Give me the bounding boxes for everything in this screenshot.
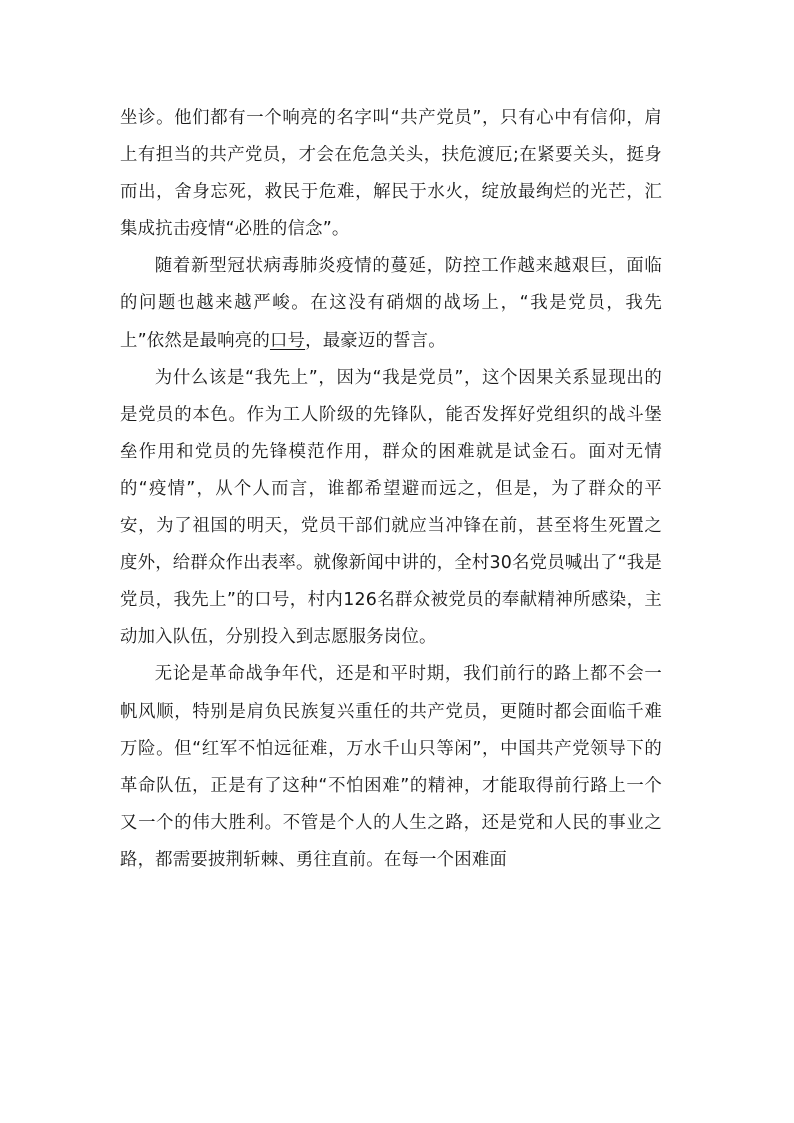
document-body <box>120 100 662 879</box>
paragraph-3: 为什么该是“我先上”，因为“我是党员”，这个因果关系显现出的是党员的本色。作为工人阶级的先锋队，能否发挥好党组织的战斗堡垒作用和党员的先锋模范作用，群众的困难就是试金石。面对无情的“疫情”，从个人而言，谁都希望避而远之，但是，为了群众的平安，为了祖国的明天，党员干部们就应当冲锋在前，甚至将生死置之度外，给群众作出表率。就像新闻中讲的，全村30名党员喊出了“我是党员，我先上”的口号，村内126名群众被党员的奉献精神所感染，主动加入队伍，分别投入到志愿服务岗位。 <box>120 367 662 648</box>
paragraph-2 <box>120 248 662 359</box>
paragraph-2-text-before: 随着新型冠状病毒肺炎疫情的蔓延，防控工作越来越艰巨，面临的问题也越来越严峻。在这没有硝烟的战场上，“我是党员，我先上”依然是最响亮的 <box>120 256 662 351</box>
underlined-word-slogan: 口号 <box>269 330 306 351</box>
paragraph-1: 坐诊。他们都有一个响亮的名字叫“共产党员”，只有心中有信仰，肩上有担当的共产党员，才会在危急关头，扶危渡厄;在紧要关头，挺身而出，舍身忘死，救民于危难，解民于水火，绽放最绚烂的光芒，汇集成抗击疫情“必胜的信念”。 <box>120 108 662 240</box>
paragraph-2-text-after: ，最豪迈的誓言。 <box>305 330 446 351</box>
paragraph-4: 无论是革命战争年代，还是和平时期，我们前行的路上都不会一帆风顺，特别是肩负民族复兴重任的共产党员，更随时都会面临千难万险。但“红军不怕远征难，万水千山只等闲”，中国共产党领导下的革命队伍，正是有了这种“不怕困难”的精神，才能取得前行路上一个又一个的伟大胜利。不管是个人的人生之路，还是党和人民的事业之路，都需要披荆斩棘、勇往直前。在每一个困难面 <box>120 664 662 870</box>
